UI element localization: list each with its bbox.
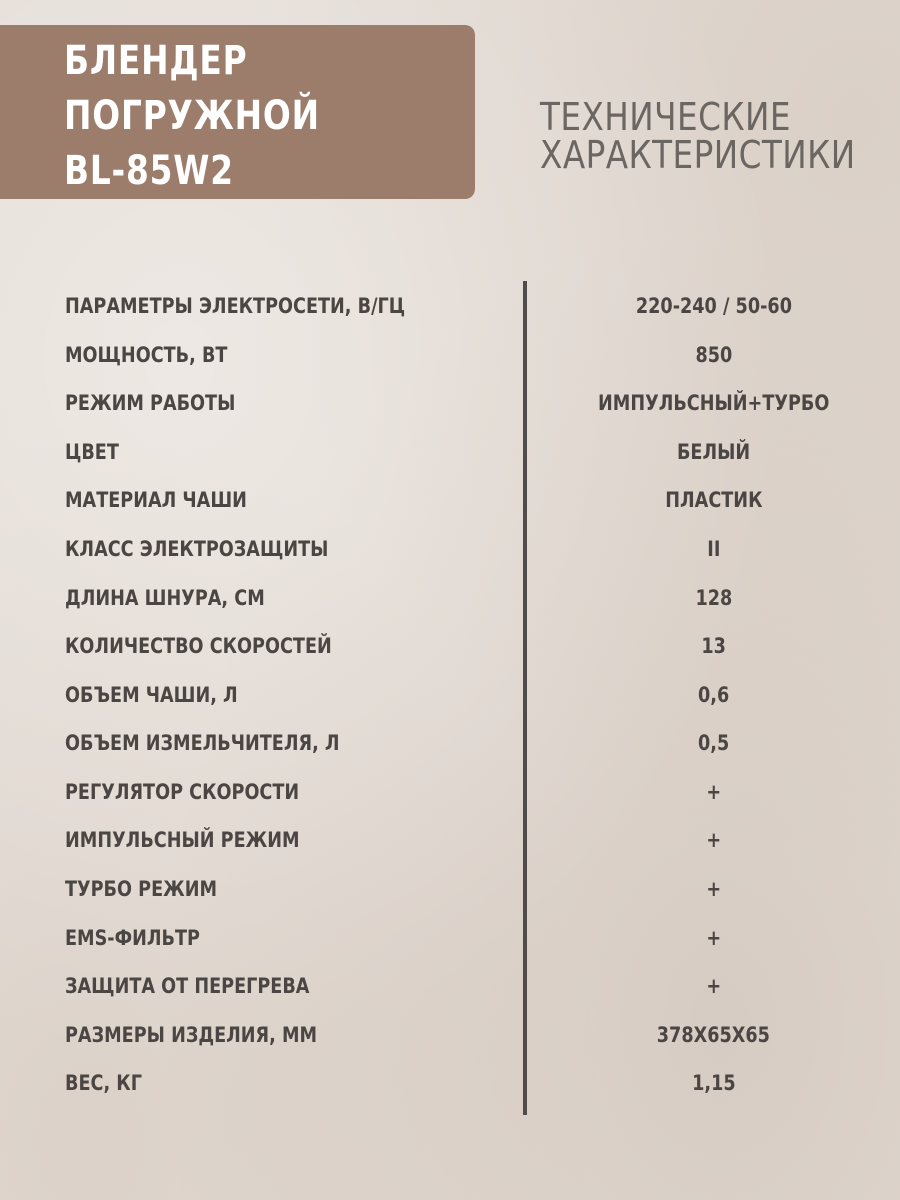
spec-value-text: 0,5 — [697, 731, 730, 755]
spec-value — [527, 1068, 900, 1098]
spec-value-text: БЕЛЫЙ — [676, 440, 751, 464]
spec-value-text: + — [706, 974, 721, 998]
spec-value — [527, 388, 900, 418]
spec-value — [527, 680, 900, 710]
spec-value — [527, 631, 900, 661]
spec-value — [527, 534, 900, 564]
spec-row — [0, 825, 900, 855]
spec-value-text: + — [706, 877, 721, 901]
product-title-line-1: БЛЕНДЕР — [64, 38, 248, 84]
spec-label: ВЕС, КГ — [65, 1071, 142, 1095]
spec-value-text: 378Х65Х65 — [656, 1023, 771, 1047]
product-title-plate — [0, 25, 475, 199]
spec-label: EMS-ФИЛЬТР — [65, 926, 200, 950]
spec-value — [527, 1020, 900, 1050]
spec-label: РЕГУЛЯТОР СКОРОСТИ — [65, 780, 300, 804]
spec-label: РАЗМЕРЫ ИЗДЕЛИЯ, ММ — [65, 1023, 318, 1047]
spec-row — [0, 534, 900, 564]
spec-row — [0, 485, 900, 515]
spec-value-text: ИМПУЛЬСНЫЙ+ТУРБО — [597, 391, 830, 415]
spec-row — [0, 874, 900, 904]
spec-label: МОЩНОСТЬ, ВТ — [65, 343, 228, 367]
spec-value-text: II — [706, 537, 721, 561]
spec-row — [0, 291, 900, 321]
spec-label: МАТЕРИАЛ ЧАШИ — [65, 488, 247, 512]
spec-value — [527, 971, 900, 1001]
spec-value — [527, 583, 900, 613]
spec-row — [0, 923, 900, 953]
spec-label: ПАРАМЕТРЫ ЭЛЕКТРОСЕТИ, В/ГЦ — [65, 294, 406, 318]
spec-row — [0, 1068, 900, 1098]
spec-value-text: 850 — [695, 343, 732, 367]
spec-value-text: 128 — [695, 586, 732, 610]
specs-heading-line-1: ТЕХНИЧЕСКИЕ — [540, 95, 791, 139]
spec-row — [0, 777, 900, 807]
spec-row — [0, 583, 900, 613]
spec-label: КОЛИЧЕСТВО СКОРОСТЕЙ — [65, 634, 332, 658]
spec-value — [527, 728, 900, 758]
spec-value-text: 0,6 — [697, 683, 730, 707]
spec-value-text: + — [706, 780, 721, 804]
spec-label: ДЛИНА ШНУРА, СМ — [65, 586, 265, 610]
spec-label: ТУРБО РЕЖИМ — [65, 877, 218, 901]
spec-label: ЗАЩИТА ОТ ПЕРЕГРЕВА — [65, 974, 310, 998]
spec-value-text: + — [706, 828, 721, 852]
spec-value-text: 13 — [701, 634, 726, 658]
spec-value — [527, 485, 900, 515]
spec-row — [0, 340, 900, 370]
spec-label: КЛАСС ЭЛЕКТРОЗАЩИТЫ — [65, 537, 329, 561]
spec-row — [0, 437, 900, 467]
spec-row — [0, 1020, 900, 1050]
spec-value-text: + — [706, 926, 721, 950]
spec-value — [527, 437, 900, 467]
spec-label: ИМПУЛЬСНЫЙ РЕЖИМ — [65, 828, 300, 852]
spec-row — [0, 971, 900, 1001]
spec-value — [527, 777, 900, 807]
spec-value — [527, 825, 900, 855]
spec-value-text: 220-240 / 50-60 — [635, 294, 792, 318]
product-title-line-2: ПОГРУЖНОЙ — [64, 93, 320, 139]
spec-label: ОБЪЕМ ЧАШИ, Л — [65, 683, 238, 707]
product-model: BL-85W2 — [64, 148, 234, 194]
spec-value — [527, 291, 900, 321]
specs-heading-line-2: ХАРАКТЕРИСТИКИ — [540, 133, 856, 177]
spec-row — [0, 680, 900, 710]
spec-label: ЦВЕТ — [65, 440, 119, 464]
spec-row — [0, 631, 900, 661]
spec-value-text: 1,15 — [691, 1071, 736, 1095]
spec-value-text: ПЛАСТИК — [664, 488, 763, 512]
spec-label: РЕЖИМ РАБОТЫ — [65, 391, 236, 415]
spec-row — [0, 388, 900, 418]
spec-value — [527, 340, 900, 370]
spec-value — [527, 923, 900, 953]
spec-row — [0, 728, 900, 758]
spec-label: ОБЪЕМ ИЗМЕЛЬЧИТЕЛЯ, Л — [65, 731, 340, 755]
spec-value — [527, 874, 900, 904]
